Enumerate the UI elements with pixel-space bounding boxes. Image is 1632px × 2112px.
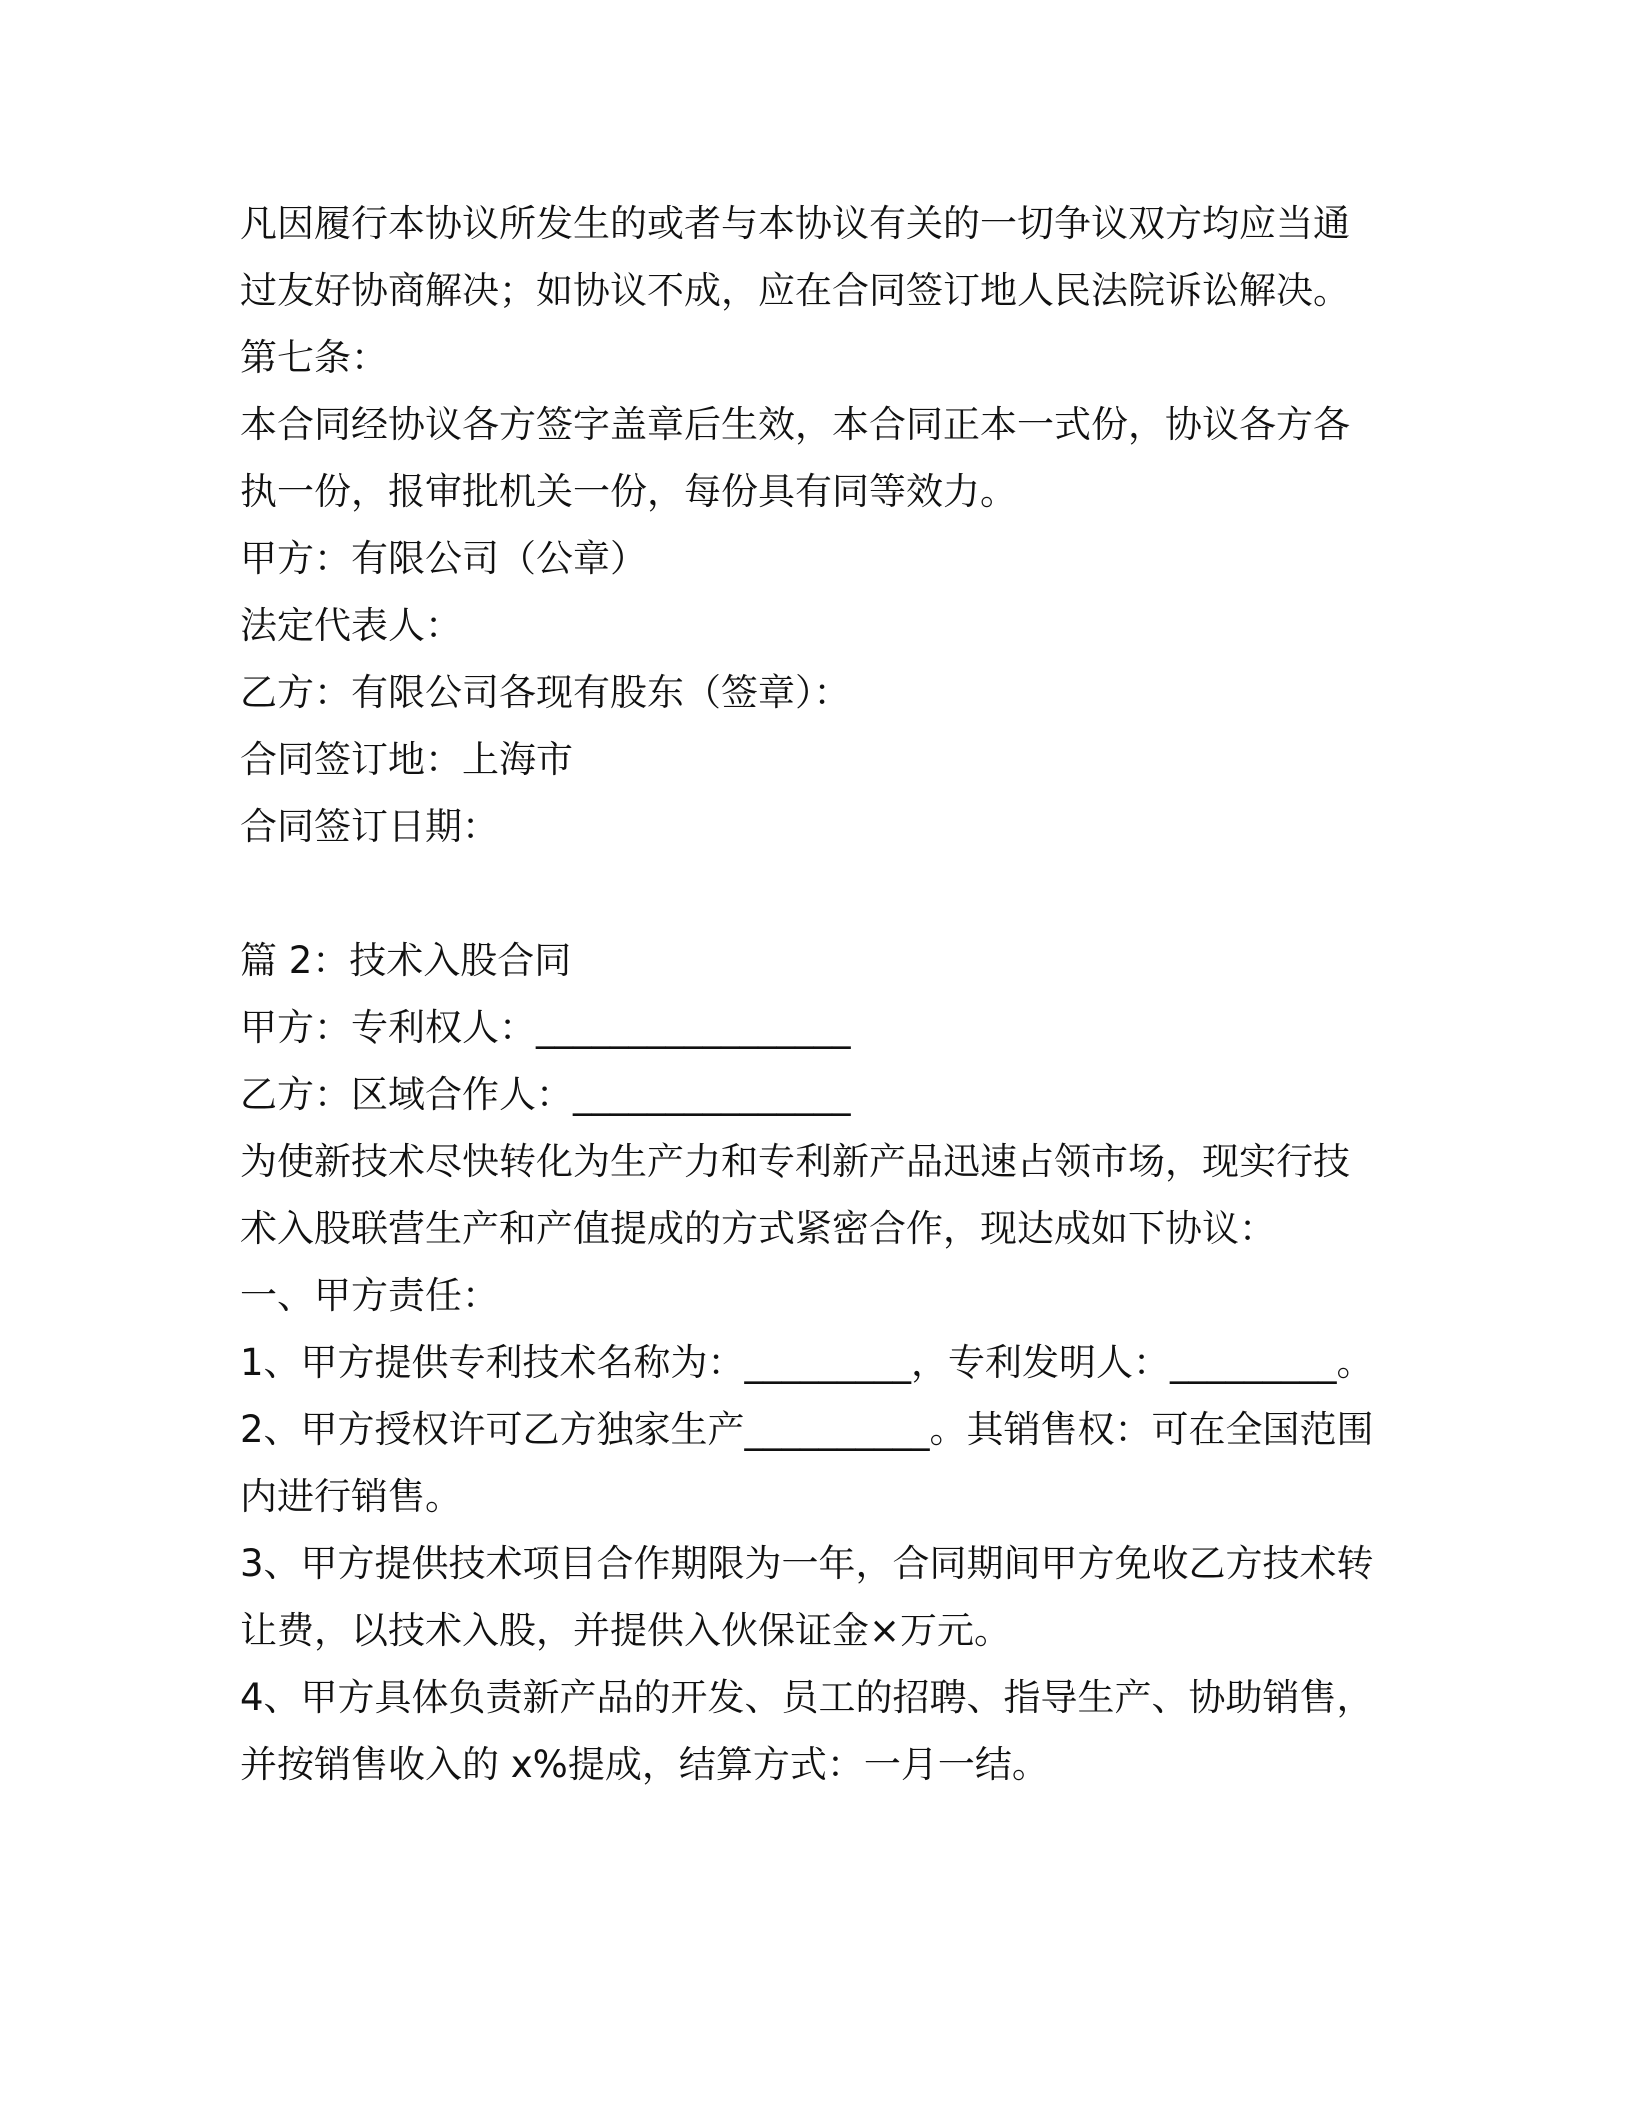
clause-item: 1、甲方提供专利技术名称为：_________，专利发明人：_________。 (240, 1341, 1374, 1384)
party-b-line: 乙方：有限公司各现有股东（签章）： (240, 671, 851, 714)
clause-item-continued: 并按销售收入的 x%提成，结算方式：一月一结。 (240, 1743, 1049, 1786)
text-line: 术入股联营生产和产值提成的方式紧密合作，现达成如下协议： (240, 1207, 1276, 1250)
clause-item-continued: 让费，以技术入股，并提供入伙保证金×万元。 (240, 1609, 1012, 1652)
section-spacer (240, 860, 1390, 927)
text-line: 凡因履行本协议所发生的或者与本协议有关的一切争议双方均应当通 (240, 202, 1350, 245)
party-b-regional-partner-line: 乙方：区域合作人：_______________ (240, 1073, 851, 1116)
section-title: 篇 2：技术入股合同 (240, 939, 572, 982)
text-line: 本合同经协议各方签字盖章后生效，本合同正本一式份，协议各方各 (240, 403, 1350, 446)
clause-item-continued: 内进行销售。 (240, 1475, 462, 1518)
party-a-line: 甲方：有限公司（公章） (240, 537, 647, 580)
document-body (240, 190, 1390, 1798)
signing-place-line: 合同签订地：上海市 (240, 738, 573, 781)
text-line: 执一份，报审批机关一份，每份具有同等效力。 (240, 470, 1017, 513)
text-line: 为使新技术尽快转化为生产力和专利新产品迅速占领市场，现实行技 (240, 1140, 1350, 1183)
clause-item: 4、甲方具体负责新产品的开发、员工的招聘、指导生产、协助销售， (240, 1676, 1374, 1719)
signing-date-line: 合同签订日期： (240, 805, 499, 848)
legal-representative-line: 法定代表人： (240, 604, 462, 647)
clause-item: 2、甲方授权许可乙方独家生产__________。其销售权：可在全国范围 (240, 1408, 1374, 1451)
clause-item: 3、甲方提供技术项目合作期限为一年，合同期间甲方免收乙方技术转 (240, 1542, 1374, 1585)
article-heading: 第七条： (240, 336, 388, 379)
clause-heading: 一、甲方责任： (240, 1274, 499, 1317)
text-line: 过友好协商解决；如协议不成，应在合同签订地人民法院诉讼解决。 (240, 269, 1350, 312)
party-a-patent-holder-line: 甲方：专利权人：_________________ (240, 1006, 851, 1049)
